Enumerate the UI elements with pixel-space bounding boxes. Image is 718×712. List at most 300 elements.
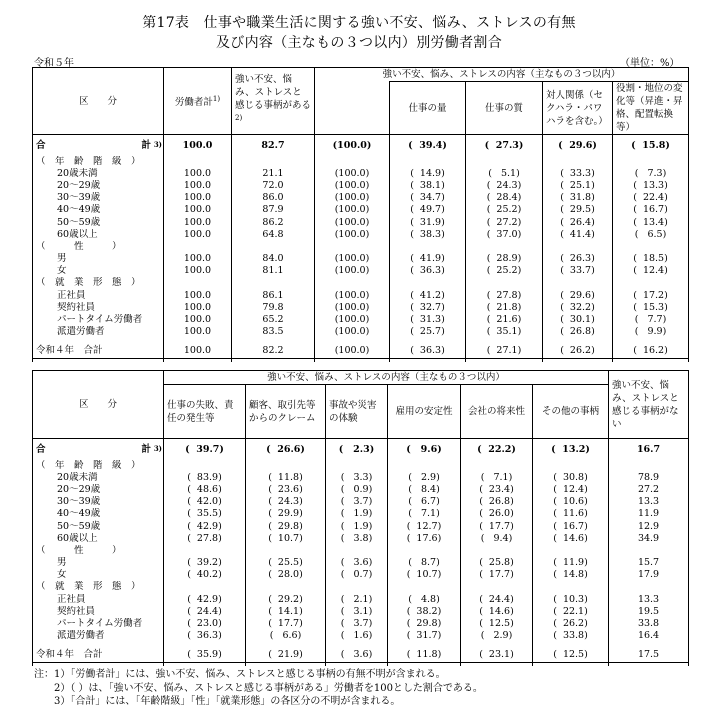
table-row <box>33 472 689 484</box>
table-cell: 100.0 <box>164 326 232 338</box>
table-cell: 100.0 <box>164 139 232 154</box>
row-label: 女 <box>33 569 164 581</box>
table-cell: (100.0) <box>315 204 390 216</box>
table-cell: 65.2 <box>232 314 315 326</box>
table-cell: ( 35.9) <box>164 648 246 662</box>
table-cell: ( 17.7) <box>461 520 533 532</box>
header-no-stress: 強い不安、悩み、ストレスと感じる事柄がない <box>609 371 689 439</box>
footnotes <box>34 668 483 709</box>
table-cell: ( 25.1) <box>543 180 613 192</box>
table-cell: ( 30.1) <box>543 314 613 326</box>
table-row <box>33 139 689 154</box>
row-label: 20～29歳 <box>33 484 164 496</box>
year-label: 令和５年 <box>34 58 74 69</box>
table-row <box>33 618 689 630</box>
table-cell: 64.8 <box>232 229 315 241</box>
row-label: 女 <box>33 265 164 277</box>
table-row <box>33 265 689 277</box>
table-cell: 16.4 <box>609 630 689 642</box>
table-cell: ( 26.2) <box>543 344 613 358</box>
table-cell <box>246 581 326 593</box>
row-label: （ 性 ） <box>33 241 164 253</box>
table-cell: ( 2.1) <box>326 594 388 606</box>
table-cell: 13.3 <box>609 496 689 508</box>
table-cell: ( 29.5) <box>543 204 613 216</box>
row-label: パートタイム労働者 <box>33 618 164 630</box>
table-cell: ( 21.9) <box>246 648 326 662</box>
table-cell: ( 3.7) <box>326 496 388 508</box>
table-cell: ( 14.9) <box>390 168 466 180</box>
table-cell: ( 11.6) <box>533 508 609 520</box>
table-cell: ( 42.9) <box>164 520 246 532</box>
table-cell: ( 1.6) <box>326 630 388 642</box>
table-cell: (100.0) <box>315 344 390 358</box>
table-cell: ( 38.2) <box>388 606 461 618</box>
row-label: 20～29歳 <box>33 180 164 192</box>
table-cell <box>232 241 315 253</box>
row-label: 合 計 3) <box>33 139 164 154</box>
table-cell: ( 10.3) <box>533 594 609 606</box>
row-label: 40～49歳 <box>33 204 164 216</box>
table-cell: (100.0) <box>315 265 390 277</box>
table-row <box>33 484 689 496</box>
table-cell: 100.0 <box>164 216 232 228</box>
header-content-group: 強い不安、悩み、ストレスの内容（主なもの３つ以内） <box>315 68 689 82</box>
table-cell: ( 23.1) <box>461 648 533 662</box>
table-row <box>33 192 689 204</box>
table-cell: ( 32.7) <box>390 302 466 314</box>
table-cell: 100.0 <box>164 253 232 265</box>
table-cell: (100.0) <box>315 139 390 154</box>
table-row <box>33 630 689 642</box>
table-cell: 100.0 <box>164 265 232 277</box>
table-row <box>33 216 689 228</box>
row-label: （ 性 ） <box>33 545 164 557</box>
header-work-volume: 仕事の量 <box>390 82 466 135</box>
table-cell: ( 12.7) <box>388 520 461 532</box>
table-cell: ( 16.7) <box>613 204 689 216</box>
table-cell: ( 21.6) <box>466 314 543 326</box>
table-cell: ( 36.3) <box>164 630 246 642</box>
table-cell: 34.9 <box>609 533 689 545</box>
table-cell: ( 2.9) <box>461 630 533 642</box>
header-role-change: 役割・地位の変化等（昇進・昇格、配置転換等） <box>613 82 689 135</box>
row-label: 60歳以上 <box>33 229 164 241</box>
table-row <box>33 606 689 618</box>
table-cell: ( 17.2) <box>613 290 689 302</box>
table-cell: ( 49.7) <box>390 204 466 216</box>
table-cell: ( 35.1) <box>466 326 543 338</box>
table-cell: 17.5 <box>609 648 689 662</box>
table-cell: ( 24.3) <box>246 496 326 508</box>
row-label: 令和４年 合計 <box>33 648 164 662</box>
header-employment-stability: 雇用の安定性 <box>388 385 461 439</box>
table-cell: ( 10.6) <box>533 496 609 508</box>
table-cell: 100.0 <box>164 314 232 326</box>
table-cell: ( 22.2) <box>461 443 533 458</box>
table-cell: ( 38.1) <box>390 180 466 192</box>
stress-table-part1 <box>32 67 689 362</box>
table-cell: ( 17.7) <box>461 569 533 581</box>
table-cell <box>466 156 543 168</box>
table-cell: 86.1 <box>232 290 315 302</box>
table-cell: ( 23.4) <box>461 484 533 496</box>
table-cell: (100.0) <box>315 168 390 180</box>
table-cell: ( 26.3) <box>543 253 613 265</box>
header-customer-complaints: 顧客、取引先等からのクレーム <box>246 385 326 439</box>
row-label: （ 就 業 形 態 ） <box>33 277 164 289</box>
table-cell: ( 39.4) <box>390 139 466 154</box>
table-cell: ( 2.3) <box>326 443 388 458</box>
table-cell <box>232 156 315 168</box>
table-cell: ( 24.3) <box>466 180 543 192</box>
table-row <box>33 533 689 545</box>
row-label: （ 年 齢 階 級 ） <box>33 460 164 472</box>
table-cell: (100.0) <box>315 290 390 302</box>
row-label: 30～39歳 <box>33 192 164 204</box>
table-cell: ( 31.7) <box>388 630 461 642</box>
table-cell: ( 29.8) <box>388 618 461 630</box>
table-row <box>33 277 689 289</box>
table-cell: ( 6.7) <box>388 496 461 508</box>
table-cell <box>388 581 461 593</box>
table-cell: ( 29.6) <box>543 290 613 302</box>
table-cell: 100.0 <box>164 302 232 314</box>
table-cell: (100.0) <box>315 216 390 228</box>
table-cell <box>466 241 543 253</box>
table-cell: ( 8.4) <box>388 484 461 496</box>
table-cell: ( 26.8) <box>461 496 533 508</box>
table-cell: 17.9 <box>609 569 689 581</box>
table-cell <box>164 581 246 593</box>
table-cell: ( 26.8) <box>543 326 613 338</box>
table-cell: ( 0.9) <box>326 484 388 496</box>
table-cell: ( 41.2) <box>390 290 466 302</box>
table-cell <box>613 241 689 253</box>
table-cell: ( 14.6) <box>461 606 533 618</box>
table-cell: 100.0 <box>164 344 232 358</box>
table-cell: 12.9 <box>609 520 689 532</box>
table-cell: (100.0) <box>315 253 390 265</box>
unit-label: （単位：%） <box>620 58 680 69</box>
table-cell: ( 29.6) <box>543 139 613 154</box>
table-row <box>33 229 689 241</box>
table-cell: ( 12.4) <box>533 484 609 496</box>
table-cell: ( 25.8) <box>461 557 533 569</box>
table-cell: ( 6.6) <box>246 630 326 642</box>
table-cell <box>461 545 533 557</box>
table-cell: ( 26.4) <box>543 216 613 228</box>
table-cell: ( 27.8) <box>466 290 543 302</box>
table-cell: 100.0 <box>164 180 232 192</box>
table-cell <box>315 156 390 168</box>
table-cell: ( 5.1) <box>466 168 543 180</box>
table-cell: ( 12.5) <box>461 618 533 630</box>
table-cell: ( 10.7) <box>388 569 461 581</box>
table-cell: ( 28.4) <box>466 192 543 204</box>
table-cell: 82.7 <box>232 139 315 154</box>
footnote-3: 3）「合計」には、「年齢階級」「性」「就業形態」の各区分の不明が含まれる。 <box>34 696 401 707</box>
row-label: 正社員 <box>33 290 164 302</box>
table-cell: ( 4.8) <box>388 594 461 606</box>
footnote-2: 2）（ ）は、「強い不安、悩み、ストレスと感じる事柄がある」労働者を100とした割合である。 <box>34 682 483 694</box>
table-cell: (100.0) <box>315 314 390 326</box>
table-cell <box>246 545 326 557</box>
table-cell: ( 11.9) <box>533 557 609 569</box>
table-cell <box>466 277 543 289</box>
table-cell: ( 32.2) <box>543 302 613 314</box>
table-row <box>33 241 689 253</box>
table-cell: ( 23.6) <box>246 484 326 496</box>
table-cell: ( 31.8) <box>543 192 613 204</box>
table-cell: 15.7 <box>609 557 689 569</box>
table-cell <box>326 460 388 472</box>
row-label: 合 計 3) <box>33 443 164 458</box>
table-title-line2: 及び内容（主なもの３つ以内）別労働者割合 <box>216 35 502 51</box>
table-row-prev-year <box>33 648 689 662</box>
table-row <box>33 545 689 557</box>
table-cell: ( 29.9) <box>246 508 326 520</box>
table-cell: ( 23.0) <box>164 618 246 630</box>
table-cell: ( 3.7) <box>326 618 388 630</box>
table-row <box>33 156 689 168</box>
row-label: 50～59歳 <box>33 216 164 228</box>
table-cell: ( 7.1) <box>388 508 461 520</box>
table-cell: ( 33.3) <box>543 168 613 180</box>
table-row <box>33 594 689 606</box>
table-cell <box>543 277 613 289</box>
table-row <box>33 204 689 216</box>
table-cell: 100.0 <box>164 168 232 180</box>
table-cell: 33.8 <box>609 618 689 630</box>
header-other-matters: その他の事柄 <box>533 385 609 439</box>
table-cell <box>613 156 689 168</box>
table-cell: (100.0) <box>315 302 390 314</box>
table-cell: ( 3.6) <box>326 648 388 662</box>
row-label: 40～49歳 <box>33 508 164 520</box>
row-label: 契約社員 <box>33 302 164 314</box>
table-cell <box>388 545 461 557</box>
table-cell: ( 25.5) <box>246 557 326 569</box>
table-cell: 100.0 <box>164 229 232 241</box>
table-row <box>33 460 689 472</box>
table-cell: ( 33.7) <box>543 265 613 277</box>
table-cell: ( 2.9) <box>388 472 461 484</box>
table-cell: ( 28.9) <box>466 253 543 265</box>
row-label: 男 <box>33 557 164 569</box>
row-label: 60歳以上 <box>33 533 164 545</box>
row-label: 派遣労働者 <box>33 630 164 642</box>
table-row <box>33 581 689 593</box>
table-cell: ( 39.7) <box>164 443 246 458</box>
table-cell <box>543 241 613 253</box>
table-row <box>33 557 689 569</box>
table-cell: 21.1 <box>232 168 315 180</box>
table-cell: ( 21.8) <box>466 302 543 314</box>
table-cell: 16.7 <box>609 443 689 458</box>
table-cell: (100.0) <box>315 180 390 192</box>
table-cell: ( 36.3) <box>390 344 466 358</box>
table-cell: 100.0 <box>164 204 232 216</box>
table-cell <box>164 460 246 472</box>
table-row <box>33 180 689 192</box>
table-cell: 86.2 <box>232 216 315 228</box>
table-row <box>33 314 689 326</box>
table-cell <box>164 277 232 289</box>
table-row <box>33 168 689 180</box>
table-cell: 13.3 <box>609 594 689 606</box>
table-cell: (100.0) <box>315 326 390 338</box>
table-cell: ( 13.2) <box>533 443 609 458</box>
table-cell: ( 10.7) <box>246 533 326 545</box>
table-cell: ( 1.9) <box>326 520 388 532</box>
table-cell: ( 3.1) <box>326 606 388 618</box>
table-cell: ( 3.6) <box>326 557 388 569</box>
table-cell <box>164 241 232 253</box>
table-title-line1: 第17表 仕事や職業生活に関する強い不安、悩み、ストレスの有無 <box>142 15 576 31</box>
table-cell: ( 27.1) <box>466 344 543 358</box>
table-cell: ( 8.7) <box>388 557 461 569</box>
table-cell: 100.0 <box>164 192 232 204</box>
table-cell: ( 17.6) <box>388 533 461 545</box>
table-cell: ( 9.9) <box>613 326 689 338</box>
table-row <box>33 496 689 508</box>
table-cell: ( 26.0) <box>461 508 533 520</box>
table-cell: ( 1.9) <box>326 508 388 520</box>
table-cell: ( 15.3) <box>613 302 689 314</box>
table-cell: ( 14.1) <box>246 606 326 618</box>
table-cell <box>315 277 390 289</box>
table-cell: ( 3.8) <box>326 533 388 545</box>
table-cell: ( 0.7) <box>326 569 388 581</box>
table-cell: ( 31.9) <box>390 216 466 228</box>
table-cell: ( 29.2) <box>246 594 326 606</box>
row-label: （ 就 業 形 態 ） <box>33 581 164 593</box>
table-cell: ( 42.9) <box>164 594 246 606</box>
table-cell: ( 42.0) <box>164 496 246 508</box>
table-cell: ( 27.3) <box>466 139 543 154</box>
table-cell: ( 12.5) <box>533 648 609 662</box>
row-label: 派遣労働者 <box>33 326 164 338</box>
table-cell: 82.2 <box>232 344 315 358</box>
table-cell: 86.0 <box>232 192 315 204</box>
table-cell <box>533 460 609 472</box>
table-cell: (100.0) <box>315 229 390 241</box>
row-label: （ 年 齢 階 級 ） <box>33 156 164 168</box>
table-cell: ( 11.8) <box>388 648 461 662</box>
table-cell <box>609 460 689 472</box>
table-cell: ( 17.7) <box>246 618 326 630</box>
table-cell: ( 26.6) <box>246 443 326 458</box>
table-cell: ( 25.7) <box>390 326 466 338</box>
table-cell: ( 26.2) <box>533 618 609 630</box>
table-cell: ( 27.2) <box>466 216 543 228</box>
table-cell <box>164 545 246 557</box>
table-row <box>33 302 689 314</box>
table-cell <box>315 241 390 253</box>
table-cell: ( 38.3) <box>390 229 466 241</box>
table-cell <box>461 581 533 593</box>
table-cell: ( 34.7) <box>390 192 466 204</box>
table-row <box>33 508 689 520</box>
footnote-1: 注：1）「労働者計」には、強い不安、悩み、ストレスと感じる事柄の有無不明が含まれる。 <box>34 669 446 680</box>
table-cell: ( 16.2) <box>613 344 689 358</box>
table-cell: ( 41.9) <box>390 253 466 265</box>
table-cell: ( 22.4) <box>613 192 689 204</box>
table-cell: ( 25.2) <box>466 265 543 277</box>
table-cell: ( 7.3) <box>613 168 689 180</box>
table-cell <box>232 277 315 289</box>
row-label: 令和４年 合計 <box>33 344 164 358</box>
table-cell: 81.1 <box>232 265 315 277</box>
header-workers-total: 労働者計$^{1)}$ <box>164 68 232 135</box>
table-cell <box>388 460 461 472</box>
table-cell: ( 16.7) <box>533 520 609 532</box>
header-category: 区 分 <box>33 68 164 135</box>
table-cell: ( 7.1) <box>461 472 533 484</box>
table-cell: ( 12.4) <box>613 265 689 277</box>
table-cell: ( 39.2) <box>164 557 246 569</box>
header-failure-responsibility: 仕事の失敗、責任の発生等 <box>164 385 246 439</box>
table-cell: ( 13.3) <box>613 180 689 192</box>
table-cell <box>461 460 533 472</box>
table-cell: ( 41.4) <box>543 229 613 241</box>
table-cell <box>164 156 232 168</box>
table-cell: 27.2 <box>609 484 689 496</box>
table-cell: ( 29.8) <box>246 520 326 532</box>
table-cell <box>326 581 388 593</box>
header-relationships: 対人関係（セクハラ・パワハラを含む。） <box>543 82 613 135</box>
table-cell: 72.0 <box>232 180 315 192</box>
table-cell <box>246 460 326 472</box>
table-cell: 11.9 <box>609 508 689 520</box>
table-cell: ( 37.0) <box>466 229 543 241</box>
row-label: 男 <box>33 253 164 265</box>
table-cell: ( 9.6) <box>388 443 461 458</box>
table-cell: ( 13.4) <box>613 216 689 228</box>
table-cell: ( 27.8) <box>164 533 246 545</box>
table-cell: ( 6.5) <box>613 229 689 241</box>
table-row <box>33 290 689 302</box>
table-cell: ( 14.8) <box>533 569 609 581</box>
table-cell: ( 33.8) <box>533 630 609 642</box>
table-cell: 83.5 <box>232 326 315 338</box>
table-cell <box>613 277 689 289</box>
table-cell: 19.5 <box>609 606 689 618</box>
table-cell: 78.9 <box>609 472 689 484</box>
row-label: 30～39歳 <box>33 496 164 508</box>
table-cell: ( 48.6) <box>164 484 246 496</box>
table-row <box>33 253 689 265</box>
stress-table-part2 <box>32 370 689 666</box>
header-work-quality: 仕事の質 <box>466 82 543 135</box>
table-cell: ( 25.2) <box>466 204 543 216</box>
row-label: 50～59歳 <box>33 520 164 532</box>
table-cell: (100.0) <box>315 192 390 204</box>
table-row <box>33 520 689 532</box>
table-cell: ( 31.3) <box>390 314 466 326</box>
row-label: パートタイム労働者 <box>33 314 164 326</box>
table-cell <box>543 156 613 168</box>
table-row <box>33 326 689 338</box>
table-cell: ( 28.0) <box>246 569 326 581</box>
row-label: 20歳未満 <box>33 168 164 180</box>
table-cell: ( 24.4) <box>164 606 246 618</box>
table-cell: ( 14.6) <box>533 533 609 545</box>
table-cell <box>326 545 388 557</box>
table-cell: ( 11.8) <box>246 472 326 484</box>
table-cell: ( 7.7) <box>613 314 689 326</box>
